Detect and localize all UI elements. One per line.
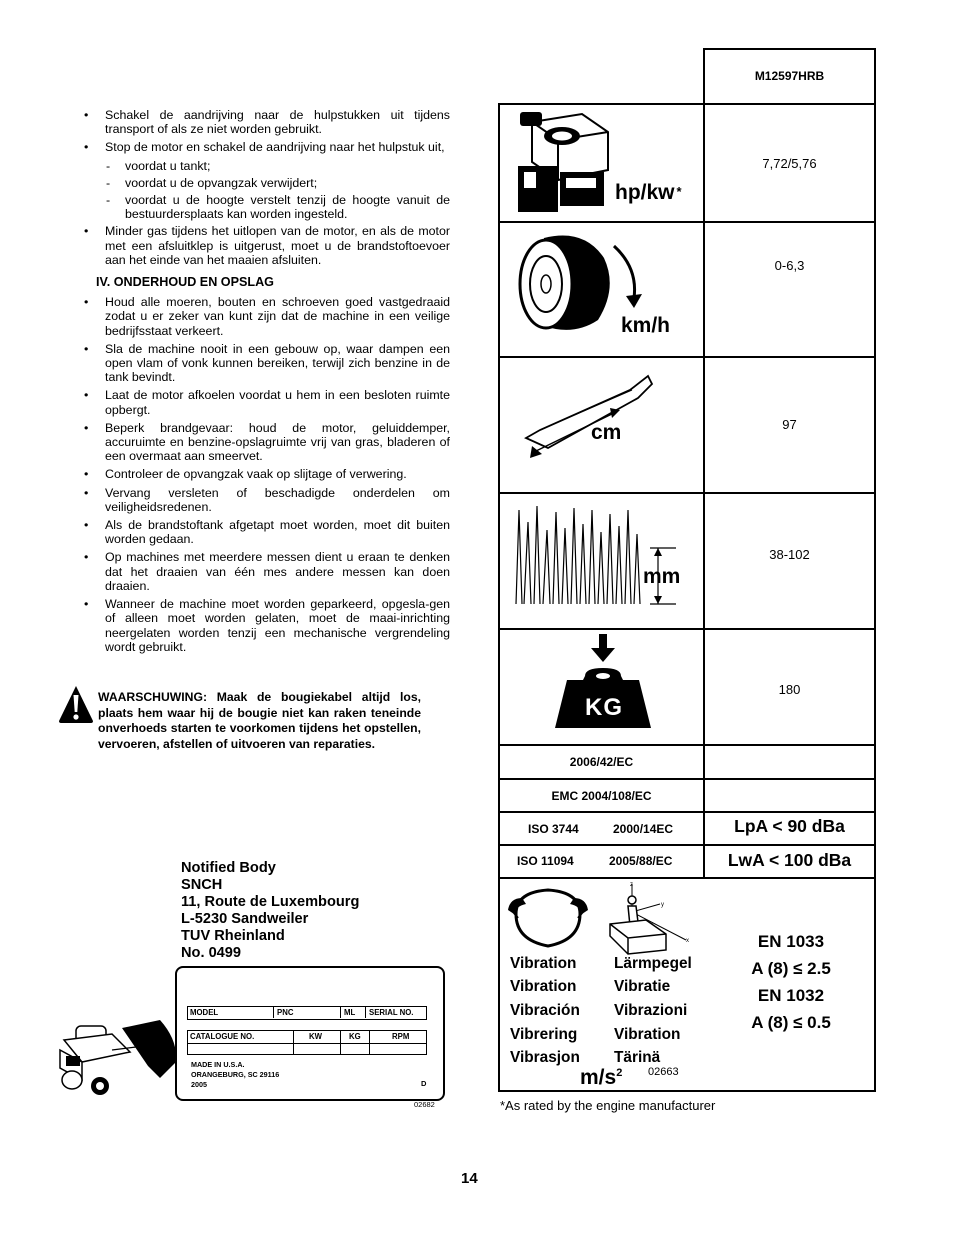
bullet-item: • Laat de motor afkoelen voordat u hem in een besloten ruimte opbergt. bbox=[84, 388, 450, 416]
en1032-label: EN 1032 bbox=[757, 986, 825, 1005]
vib-left-4: Vibrasjon bbox=[510, 1049, 580, 1066]
bullet-item: • Op machines met meerdere messen dient u eraan te denken dat het draaien van één mes andere messen kan doen draaien. bbox=[84, 550, 450, 593]
vib-right-3: Vibration bbox=[614, 1026, 681, 1043]
plate-serial-label: SERIAL NO. bbox=[369, 1008, 414, 1017]
engine-icon bbox=[512, 110, 616, 218]
vib-right-4: Tärinä bbox=[614, 1049, 661, 1066]
plate-kw-label: KW bbox=[309, 1032, 322, 1041]
plate-made-in: MADE IN U.S.A. bbox=[191, 1060, 245, 1069]
notified-line: TUV Rheinland bbox=[181, 928, 285, 944]
lwa-value: LwA < 100 dBa bbox=[727, 850, 852, 870]
directive-emc: EMC 2004/108/EC bbox=[551, 789, 652, 803]
cut-width-value: 97 bbox=[782, 417, 797, 432]
iso-3744: ISO 3744 bbox=[528, 822, 579, 836]
page-number: 14 bbox=[461, 1170, 478, 1187]
notified-body bbox=[181, 860, 359, 962]
vib-left-3: Vibrering bbox=[510, 1026, 578, 1043]
steering-wheel-icon bbox=[506, 884, 590, 950]
power-unit-label: hp/kw * bbox=[615, 181, 682, 204]
maintenance-list bbox=[84, 295, 450, 654]
plate-catalogue-label: CATALOGUE NO. bbox=[190, 1032, 255, 1041]
vib-left-0: Vibration bbox=[510, 955, 577, 972]
bullet-item: • Sla de machine nooit in een gebouw op, waar dampen een open vlam of vonk kunnen bereiken, terwijl zich benzine in de tank bevindt. bbox=[84, 342, 450, 385]
plate-kg-label: KG bbox=[349, 1032, 361, 1041]
svg-text:x: x bbox=[686, 938, 689, 944]
safety-list-1 bbox=[84, 108, 450, 267]
vibration-unit-label: $m/s^2$ bbox=[580, 1066, 623, 1089]
vib-right-1: Vibratie bbox=[614, 978, 671, 995]
warning-text: WAARSCHUWING: Maak de bougiekabel altijd los, plaats hem waar hij de bougie niet kan raken teneinde onverhoeds starten te voorkomen tijdens het opstellen, vervoeren, afstellen of uitvoeren van reparaties. bbox=[98, 690, 421, 751]
dash-item: - voordat u de opvangzak verwijdert; bbox=[84, 176, 450, 190]
bullet-item: • Houd alle moeren, bouten en schroeven goed vastgedraaid zodat u er zeker van kunt zijn dat de machine in een veilige bedrijfsstaat verkeert. bbox=[84, 295, 450, 338]
bullet-item: • Als de brandstoftank afgetapt moet worden, moet dit buiten worden gedaan. bbox=[84, 518, 450, 546]
bullet-item: • Vervang versleten of beschadigde onderdelen om veiligheidsredenen. bbox=[84, 486, 450, 514]
en1033-label: EN 1033 bbox=[757, 932, 825, 951]
dash-item: - voordat u de hoogte verstelt tenzij de hoogte vanuit de bestuurdersplaats kan worden ingesteld. bbox=[84, 193, 450, 221]
lpa-value: LpA < 90 dBa bbox=[734, 816, 845, 836]
weight-value: 180 bbox=[778, 682, 801, 697]
cut-height-unit-label: mm bbox=[643, 565, 681, 588]
notified-line: 11, Route de Luxembourg bbox=[181, 894, 360, 910]
speed-unit-label: km/h bbox=[621, 314, 671, 337]
notified-line: Notified Body bbox=[181, 860, 276, 876]
seated-operator-icon bbox=[606, 880, 696, 960]
iso-11094-directive: 2005/88/EC bbox=[609, 854, 673, 868]
svg-text:y: y bbox=[661, 902, 664, 908]
en1032-value: A (8) ≤ 0.5 bbox=[751, 1013, 831, 1032]
vib-right-0: Lärmpegel bbox=[614, 955, 692, 972]
svg-text:z: z bbox=[630, 882, 633, 888]
iso-11094: ISO 11094 bbox=[517, 854, 574, 868]
en1033-value: A (8) ≤ 2.5 bbox=[751, 959, 831, 978]
weight-unit-label: KG bbox=[585, 694, 623, 721]
vib-left-2: Vibración bbox=[510, 1002, 580, 1019]
speed-value: 0-6,3 bbox=[774, 258, 805, 273]
cut-height-value: 38-102 bbox=[769, 547, 810, 562]
plate-year: 2005 bbox=[191, 1080, 207, 1089]
plate-code: 02682 bbox=[414, 1100, 435, 1109]
bullet-item: • Stop de motor en schakel de aandrijving naar het hulpstuk uit, bbox=[84, 140, 450, 154]
dash-item: - voordat u tankt; bbox=[84, 159, 450, 173]
notified-line: No. 0499 bbox=[181, 945, 242, 961]
grass-height-icon bbox=[512, 500, 692, 612]
engine-footnote: *As rated by the engine manufacturer bbox=[500, 1098, 716, 1113]
vibration-code: 02663 bbox=[648, 1066, 679, 1078]
vib-right-2: Vibrazioni bbox=[614, 1002, 688, 1019]
blade-icon bbox=[520, 370, 660, 470]
plate-city: ORANGEBURG, SC 29116 bbox=[191, 1070, 280, 1079]
warning-triangle-icon bbox=[58, 684, 94, 724]
serial-plate bbox=[175, 966, 445, 1101]
plate-model-label: MODEL bbox=[190, 1008, 219, 1017]
bullet-item: • Beperk brandgevaar: houd de motor, geluiddemper, accuruimte en benzine-opslagruimte vrij van gras, bladeren of een overmaat aan smeervet. bbox=[84, 421, 450, 464]
safety-text-column bbox=[84, 108, 450, 658]
iso-3744-directive: 2000/14EC bbox=[613, 822, 674, 836]
notified-line: L-5230 Sandweiler bbox=[181, 911, 309, 927]
bullet-item: • Wanneer de machine moet worden geparkeerd, opgesla-gen of alleen moet worden gelaten, moet de maai-inrichting neergelaten worden tenzij een mechanische vergrendeling wordt gebruikt. bbox=[84, 597, 450, 654]
power-value: 7,72/5,76 bbox=[762, 156, 817, 171]
bullet-item: • Minder gas tijdens het uitlopen van de motor, en als de motor met een afsluitklep is uitgerust, moet u de brandstoftoevoer aan het einde van het maaien afsluiten. bbox=[84, 224, 450, 267]
model-number: M12597HRB bbox=[754, 69, 825, 83]
directive-machinery: 2006/42/EC bbox=[569, 755, 634, 769]
plate-ml-label: ML bbox=[344, 1008, 356, 1017]
cut-width-unit-label: cm bbox=[591, 421, 622, 444]
plate-rpm-label: RPM bbox=[392, 1032, 410, 1041]
section-title: IV. ONDERHOUD EN OPSLAG bbox=[96, 275, 274, 290]
bullet-item: • Schakel de aandrijving naar de hulpstukken uit tijdens transport of als ze niet worden gebruikt. bbox=[84, 108, 450, 136]
vib-left-1: Vibration bbox=[510, 978, 577, 995]
plate-pnc-label: PNC bbox=[277, 1008, 294, 1017]
bullet-item: • Controleer de opvangzak vaak op slijtage of verwering. bbox=[84, 467, 450, 481]
notified-line: SNCH bbox=[181, 877, 223, 893]
plate-letter: D bbox=[421, 1079, 427, 1088]
